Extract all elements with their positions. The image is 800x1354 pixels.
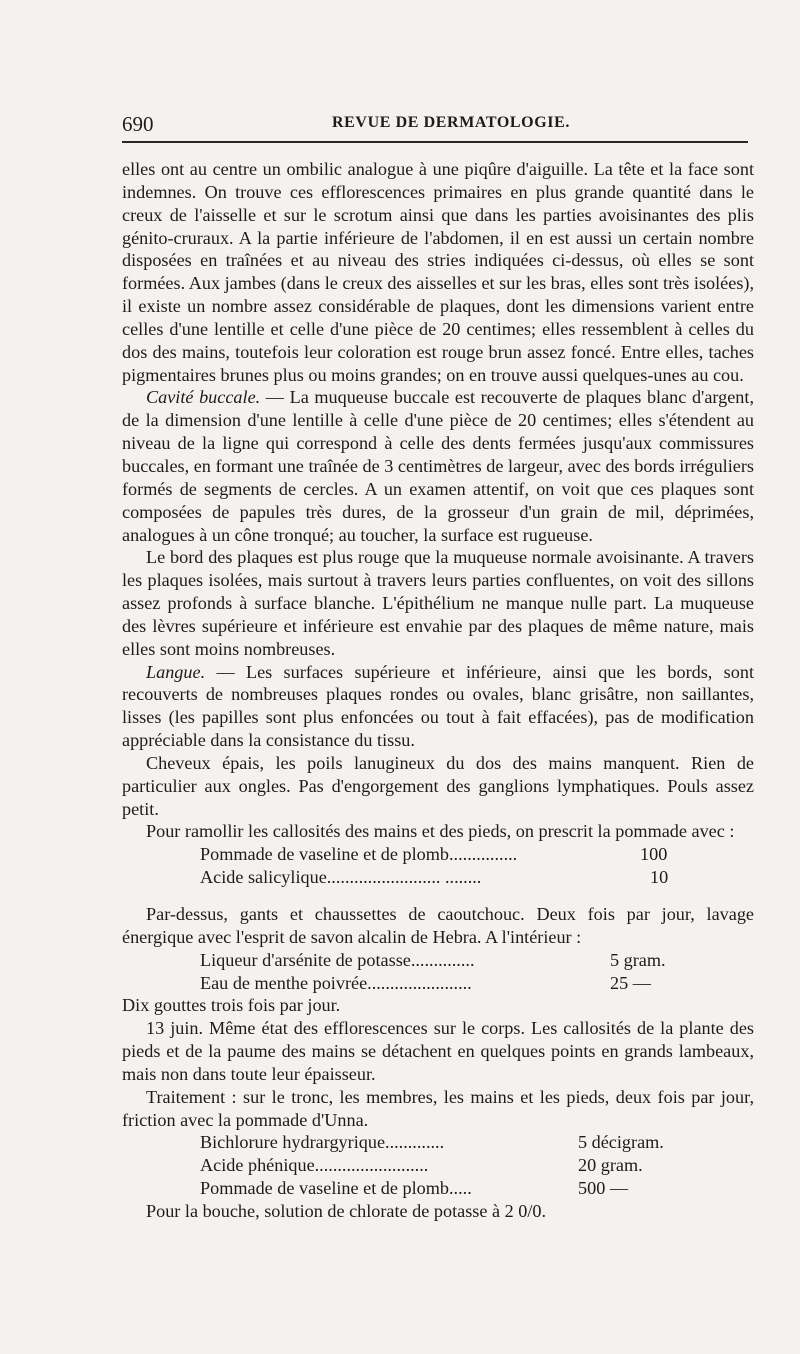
page-body [122, 158, 754, 1223]
prescription-line [122, 866, 754, 889]
prescription-item: Pommade de vaseline et de plomb..... [200, 1178, 472, 1199]
section-heading-cavite-buccale: Cavité buccale. [146, 387, 261, 408]
prescription-qty: 100 [640, 844, 668, 865]
paragraph-7: Par-dessus, gants et chaussettes de caoutchouc. Deux fois par jour, lavage énergique avec l'esprit de savon alcalin de Hebra. A l'intérieur : [122, 904, 754, 947]
prescription-qty: 5 gram. [610, 949, 666, 970]
prescription-item: Acide phénique......................... [200, 1155, 429, 1176]
prescription-line [122, 949, 754, 972]
header-rule [122, 141, 748, 143]
section-heading-langue: Langue. [146, 661, 206, 682]
paragraph-9: 13 juin. Même état des efflorescences sur le corps. Les callosités de la plante des pieds et de la paume des mains se détachent en quelques points en grands lambeaux, mais non dans toute leur épaisseur. [122, 1018, 754, 1084]
prescription-item: Pommade de vaseline et de plomb............... [200, 844, 518, 865]
prescription-qty: 500 — [578, 1178, 629, 1199]
paragraph-8: Dix gouttes trois fois par jour. [122, 995, 341, 1016]
prescription-line [122, 1131, 754, 1154]
prescription-qty: 5 décigram. [578, 1132, 664, 1153]
prescription-qty: 25 — [610, 972, 651, 993]
prescription-line [122, 1154, 754, 1177]
paragraph-5: Cheveux épais, les poils lanugineux du dos des mains manquent. Rien de particulier aux ongles. Pas d'engorgement des ganglions lymphatiques. Pouls assez petit. [122, 752, 754, 819]
paragraph-1: elles ont au centre un ombilic analogue à une piqûre d'aiguille. La tête et la face sont indemnes. On trouve ces efflorescences primaires en plus grande quantité dans le creux de l'aisselle et sur le scrotum ainsi que dans les parties avoisinantes des plis génito-cruraux. A la partie inférieure de l'abdomen, il en est aussi un certain nombre disposées en traînées et au niveau des stries indiquées ci-dessus, où elles se sont formées. Aux jambes (dans le creux des aisselles et sur les bras, elles sont très isolées), il existe un nombre assez considérable de plaques, dont les dimensions varient entre celles d'une lentille et celle d'une pièce de 20 centimes; elles ressemblent à celles du dos des mains, toutefois leur coloration est rouge brun assez foncé. Entre elles, taches pigmentaires brunes plus ou moins grandes; on en trouve aussi quelques-unes au cou. [122, 159, 754, 385]
prescription-line [122, 972, 754, 995]
paragraph-text: — Les surfaces supérieure et inférieure, ainsi que les bords, sont recouverts de nombreuses plaques rondes ou ovales, blanc grisâtre, non saillantes, lisses (les papilles sont plus enfoncées ou tout à fait effacées), pas de modification appréciable dans la consistance du tissu. [122, 661, 754, 751]
prescription-item: Liqueur d'arsénite de potasse.............. [200, 949, 475, 970]
paragraph-cavite-buccale [122, 386, 754, 546]
prescription-line [122, 843, 754, 866]
running-title: REVUE DE DERMATOLOGIE. [332, 114, 570, 131]
prescription-item: Bichlorure hydrargyrique............. [200, 1132, 445, 1153]
prescription-qty: 10 [650, 867, 669, 888]
prescription-item: Eau de menthe poivrée....................... [200, 972, 472, 993]
paragraph-text: — La muqueuse buccale est recouverte de plaques blanc d'argent, de la dimension d'une lentille à celle d'une pièce de 20 centimes; elles s'étendent au niveau de la ligne qui correspond à celle des dents fermées jusqu'aux commissures buccales, en formant une traînée de 3 centimètres de largeur, avec des bords irréguliers formés de segments de cercles. A un examen attentif, on voit que ces plaques sont composées de papules très dures, de la grosseur d'un grain de mil, déprimées, analogues à un cône tronqué; au toucher, la surface est rugueuse. [122, 387, 754, 545]
prescription-qty: 20 gram. [578, 1155, 643, 1176]
paragraph-11: Pour la bouche, solution de chlorate de potasse à 2 0/0. [146, 1200, 547, 1221]
prescription-line [122, 1177, 754, 1200]
paragraph-langue [122, 661, 754, 752]
page-number: 690 [122, 112, 154, 136]
paragraph-10: Traitement : sur le tronc, les membres, les mains et les pieds, deux fois par jour, friction avec la pommade d'Unna. [122, 1086, 754, 1130]
prescription-item: Acide salicylique......................... ........ [200, 867, 482, 888]
page-header [122, 112, 750, 136]
paragraph-3: Le bord des plaques est plus rouge que la muqueuse normale avoisinante. A travers les plaques isolées, mais surtout à travers leurs parties confluentes, on voit des sillons assez profonds à surface blanche. L'épithélium ne manque nulle part. La muqueuse des lèvres supérieure et inférieure est envahie par des plaques de même nature, mais elles sont moins nombreuses. [122, 547, 754, 659]
paragraph-6: Pour ramollir les callosités des mains et des pieds, on prescrit la pommade avec : [146, 821, 735, 842]
